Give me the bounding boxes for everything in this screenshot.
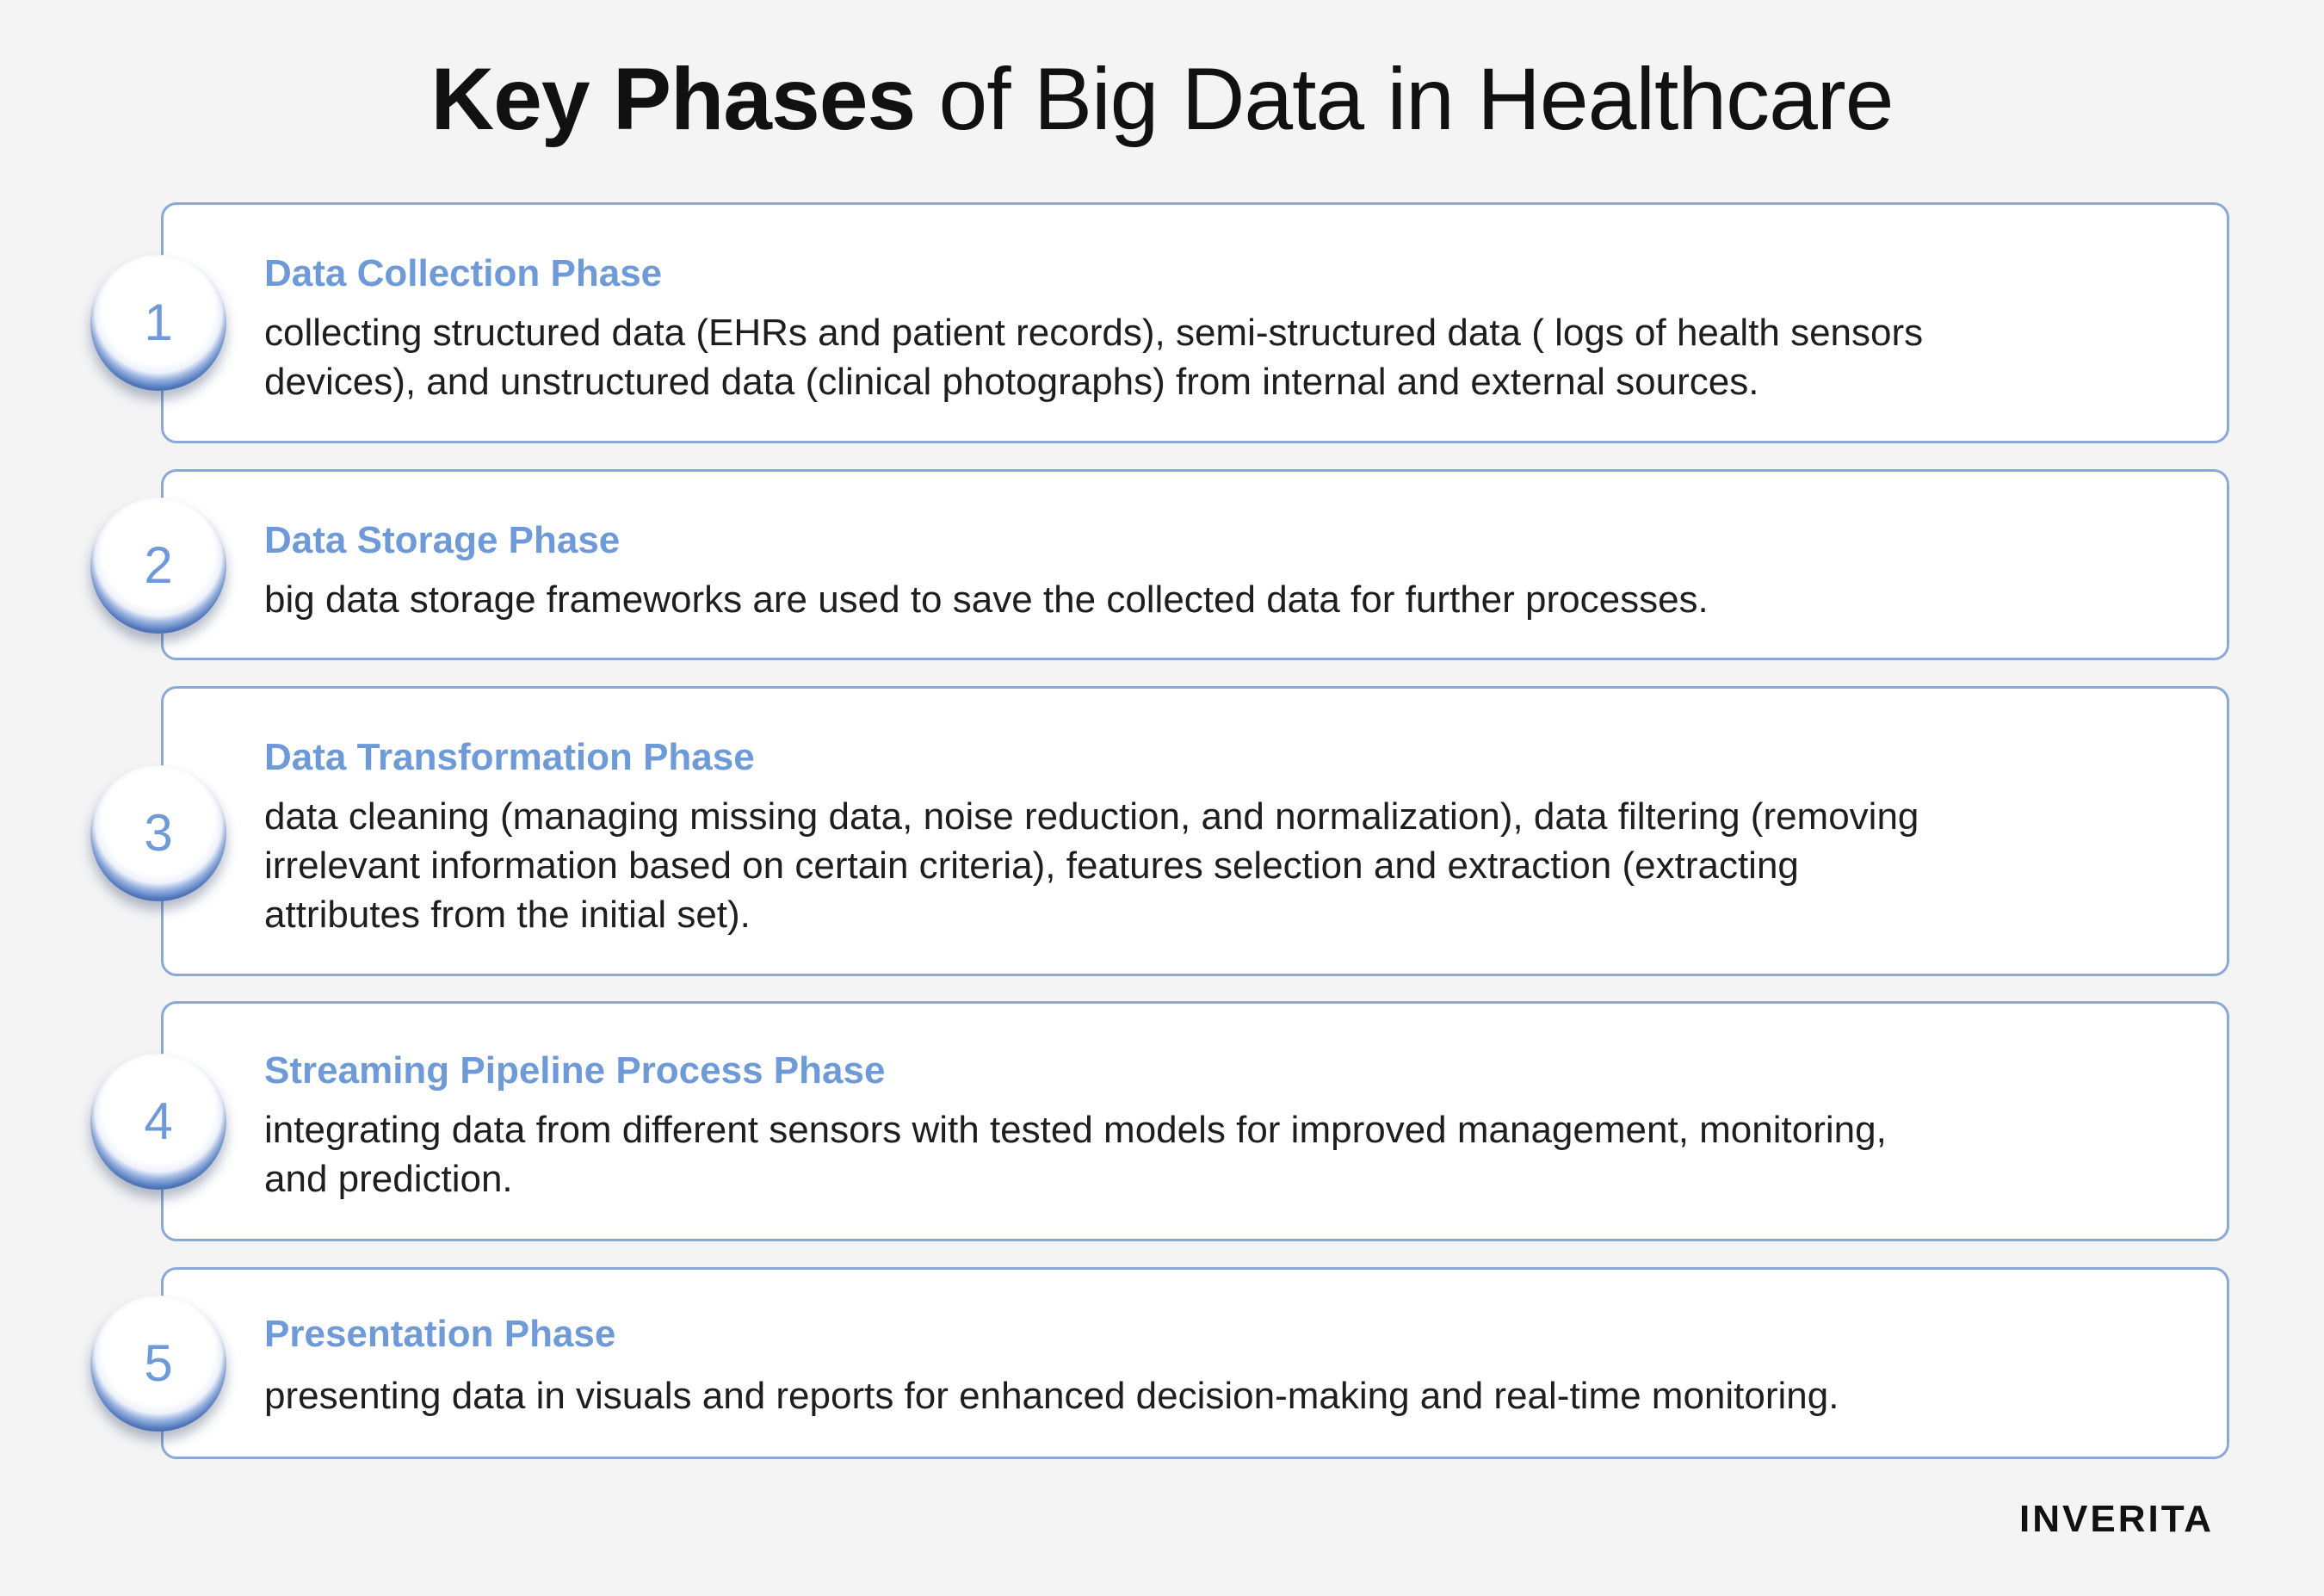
phase-number-5: 5 <box>144 1334 173 1392</box>
phase-number-badge-1 <box>90 255 226 391</box>
phase-description-5 <box>264 1371 2149 1420</box>
phase-number-3: 3 <box>144 804 173 862</box>
phase-description-line: devices), and unstructured data (clinical photographs) from internal and external sources. <box>264 361 1759 403</box>
phase-card-4 <box>161 1001 2229 1241</box>
phase-title-4: Streaming Pipeline Process Phase <box>264 1049 886 1092</box>
phase-description-line: presenting data in visuals and reports for enhanced decision-making and real-time monitoring. <box>264 1375 1839 1417</box>
phase-number-badge-3 <box>90 765 226 901</box>
phase-description-line: irrelevant information based on certain criteria), features selection and extraction (extracting <box>264 844 1799 887</box>
phase-number-badge-2 <box>90 498 226 634</box>
phase-number-badge-4 <box>90 1054 226 1190</box>
phase-description-line: collecting structured data (EHRs and patient records), semi-structured data ( logs of health sensors <box>264 312 1924 354</box>
phase-card-2 <box>161 469 2229 660</box>
phase-number-4: 4 <box>144 1092 173 1150</box>
phase-description-line: data cleaning (managing missing data, noise reduction, and normalization), data filtering (removing <box>264 795 1919 838</box>
brand-logo: INVERITA <box>2019 1498 2215 1540</box>
phase-card-1 <box>161 202 2229 443</box>
phase-description-1 <box>264 308 2149 406</box>
phase-description-line: and prediction. <box>264 1158 513 1200</box>
page-title <box>0 43 2324 155</box>
phase-description-3 <box>264 792 2149 939</box>
phase-title-5: Presentation Phase <box>264 1313 616 1355</box>
phase-title-1: Data Collection Phase <box>264 252 663 294</box>
phase-number-badge-5 <box>90 1296 226 1432</box>
title-rest: of Big Data in Healthcare <box>915 50 1894 148</box>
phase-card-3 <box>161 686 2229 976</box>
title-bold: Key Phases <box>430 50 916 148</box>
phase-number-2: 2 <box>144 536 173 594</box>
phase-description-4 <box>264 1105 2149 1203</box>
phase-description-line: big data storage frameworks are used to save the collected data for further processes. <box>264 578 1709 621</box>
phase-description-line: attributes from the initial set). <box>264 894 751 936</box>
phase-number-1: 1 <box>144 294 173 351</box>
phase-title-3: Data Transformation Phase <box>264 736 755 778</box>
phase-card-5 <box>161 1267 2229 1459</box>
phase-description-2 <box>264 575 2149 624</box>
phase-description-line: integrating data from different sensors with tested models for improved management, monitoring, <box>264 1109 1887 1151</box>
phase-title-2: Data Storage Phase <box>264 519 621 561</box>
